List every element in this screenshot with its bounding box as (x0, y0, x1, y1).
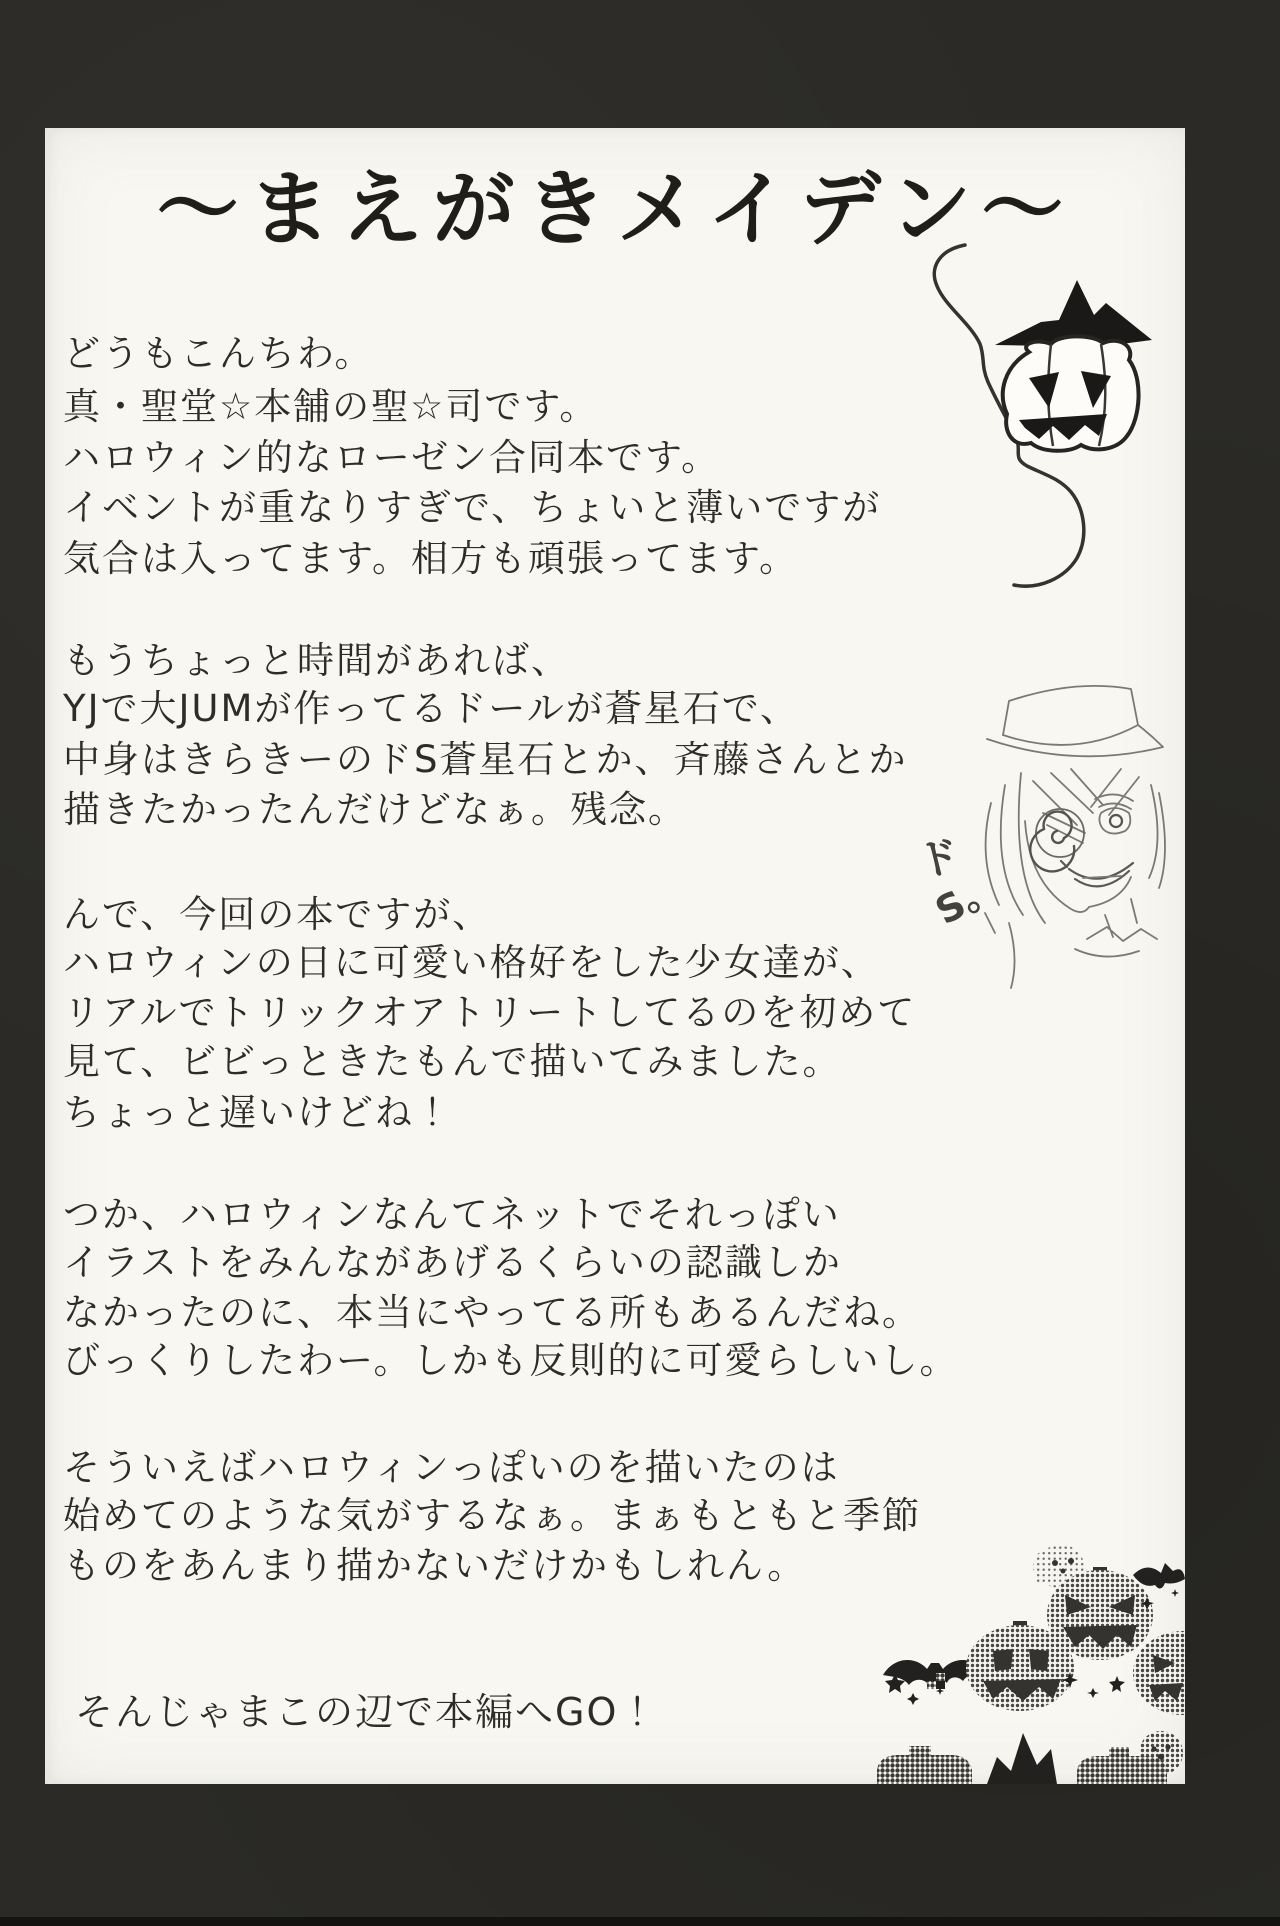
star-icon (1109, 1676, 1125, 1692)
star-icon (907, 1693, 919, 1705)
scan-edge-shadow (0, 1917, 1280, 1926)
text-line: どうもこんちわ。 (63, 332, 374, 375)
text-line: ハロウィン的なローゼン合同本です。 (63, 436, 721, 479)
text-line: 見て、ビビっときたもんで描いてみました。 (63, 1040, 842, 1083)
text-line: 描きたかったんだけどなぁ。残念。 (63, 788, 687, 831)
text-line: びっくりしたわー。しかも反則的に可愛らしいし。 (63, 1339, 959, 1382)
pumpkin-peek-eye (1151, 1746, 1156, 1751)
witch-pumpkin-illustration (901, 240, 1185, 712)
text-line: ハロウィンの日に可愛い格好をした少女達が、 (63, 941, 880, 984)
pumpkin-peek-eye (1165, 1744, 1170, 1749)
star-icon (1087, 1688, 1099, 1698)
bat-icon (987, 1733, 1057, 1784)
ghost-eye (1052, 1560, 1058, 1566)
text-line: イベントが重なりすぎで、ちょいと薄いですが (63, 486, 882, 529)
closing-line: そんじゃまこの辺で本編へGO！ (75, 1690, 659, 1734)
text-line: もうちょっと時間があれば、 (63, 639, 570, 682)
bat-icon (1133, 1563, 1185, 1589)
text-line: 真・聖堂☆本舗の聖☆司です。 (63, 385, 599, 428)
page (45, 128, 1185, 1784)
text-line: ちょっと遅いけどね！ (63, 1091, 453, 1134)
text-line: 気合は入ってます。相方も頑張ってます。 (63, 537, 799, 580)
ghost-eye (1068, 1558, 1074, 1564)
pumpkin-silhouette (877, 1746, 972, 1784)
text-line: ものをあんまり描かないだけかもしれん。 (63, 1544, 807, 1587)
character-sketch-illustration (925, 673, 1185, 1023)
text-line: イラストをみんながあげるくらいの認識しか (63, 1241, 842, 1284)
text-line: 中身はきらきーのドS蒼星石とか、斉藤さんとか (63, 738, 908, 781)
sketch-label-char1: ド (912, 829, 965, 888)
page-title: ～まえがきメイデン～ (156, 161, 1074, 257)
bat-pumpkin-body-check (927, 1673, 936, 1681)
bat-pumpkin-body-check (936, 1681, 945, 1689)
star-icon (1171, 1589, 1179, 1597)
sketch-grin (1061, 861, 1133, 886)
text-line: そういえばハロウィンっぽいのを描いたのは (63, 1446, 840, 1489)
sketch-teeth-line (1083, 876, 1121, 878)
text-line: んで、今回の本ですが、 (63, 893, 492, 936)
sketch-neck-collar (1075, 899, 1157, 957)
text-line: YJで大JUMが作ってるドールが蒼星石で、 (63, 687, 799, 730)
sketch-face-outline (1025, 821, 1131, 912)
sketch-hat-brim (987, 725, 1163, 756)
sketch-eye (1099, 808, 1130, 834)
text-line: リアルでトリックオアトリートしてるのを初めて (63, 991, 917, 1034)
ghost-mouth (1061, 1569, 1066, 1574)
sketch-label-char2: S。 (928, 863, 1007, 934)
text-line: なかったのに、本当にやってる所もあるんだね。 (63, 1291, 921, 1334)
sketch-shoulder (985, 913, 1015, 988)
text-line: つか、ハロウィンなんてネットでそれっぽい (63, 1193, 841, 1236)
pumpkin-eye (1029, 1649, 1049, 1671)
pumpkin-eye (993, 1649, 1013, 1671)
text-line: 始めてのような気がするなぁ。まぁもともと季節 (63, 1494, 921, 1537)
sketch-swirl-eye-ring (1036, 809, 1084, 857)
sketch-pupil (1110, 815, 1122, 827)
sketch-hat (1003, 686, 1138, 735)
halloween-corner-illustration (865, 1523, 1185, 1784)
